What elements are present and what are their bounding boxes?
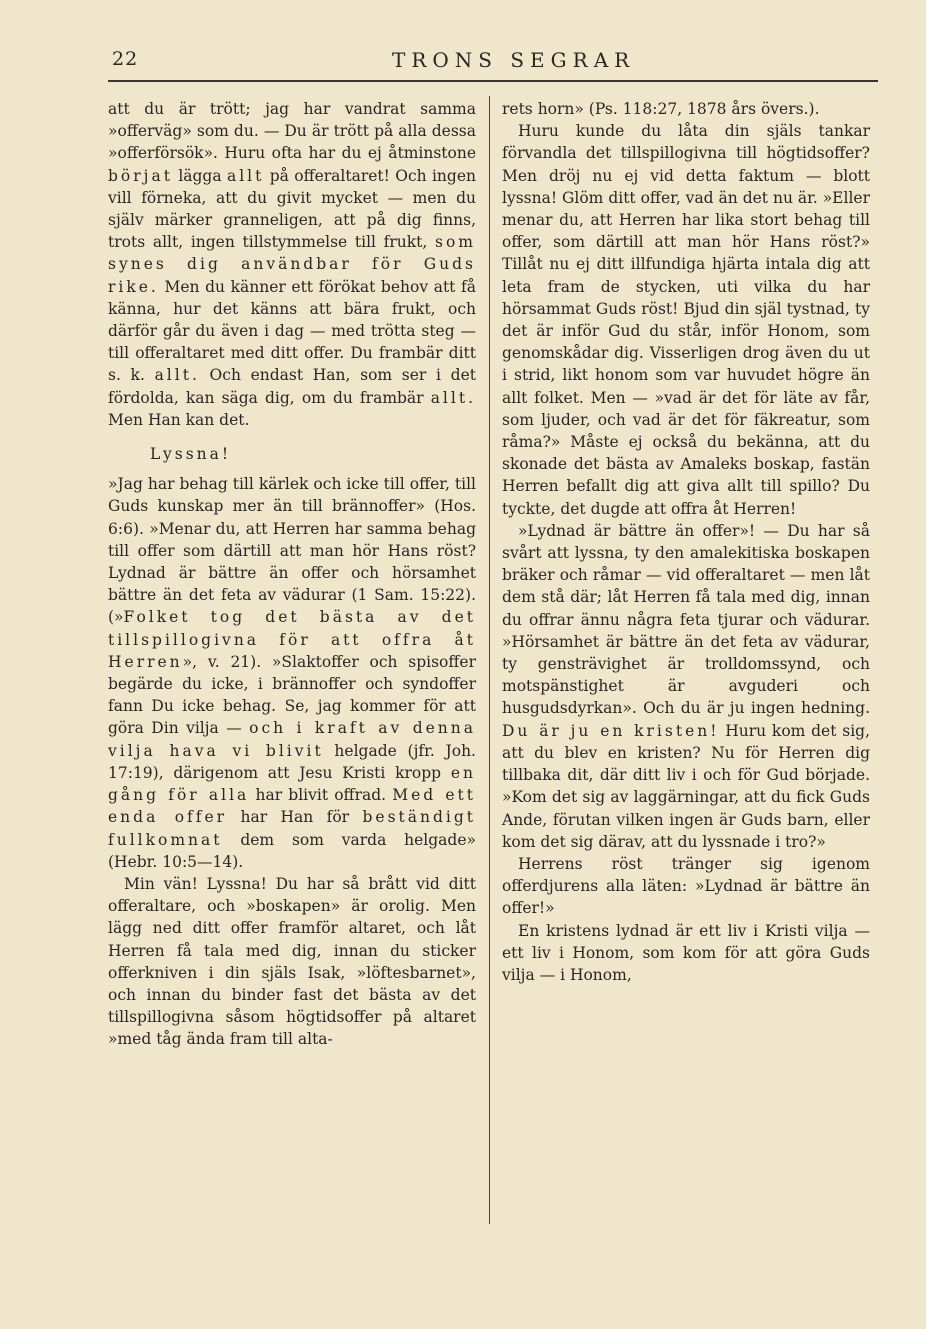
paragraph: rets horn» (Ps. 118:27, 1878 års övers.). — [502, 100, 820, 118]
left-column — [108, 98, 476, 1051]
column-divider — [489, 96, 490, 1224]
paragraph: »Jag har behag till kärlek och icke till offer, till Guds kunskap mer än till brännoffer» (Hos. 6:6). »Menar du, att Herren har samma behag till offer som därtill att man hör Hans röst? Lydnad är bättre än offer och hörsamhet bättre än det feta av vädurar (1 Sam. 15:22). (»Folket tog det bästa av det tillspillogivna för att offra åt Herren», v. 21). »Slaktoffer och spisoffer begärde du icke, i brännoffer och syndoffer fann Du icke behag. Se, jag kommer för att göra Din vilja — och i kraft av denna vilja hava vi blivit helgade (jfr. Joh. 17:19), därigenom att Jesu Kristi kropp en gång för alla har blivit offrad. Med ett enda offer har Han för beständigt fullkomnat dem som varda helgade» (Hebr. 10:5—14). — [108, 475, 477, 871]
header-rule — [108, 80, 878, 82]
paragraph: »Lydnad är bättre än offer»! — Du har så svårt att lyssna, ty den amalekitiska boskapen bräker och råmar — vid offeraltaret — men låt dem stå där; låt Herren få tala med dig, innan du offrar ännu några feta tjurar och vädurar. »Hörsamhet är bättre än det feta av vädurar, ty gensträvighet är trolldomssynd, och motspänstighet är avguderi och husgudsdyrkan». Och du är ju ingen hedning. Du är ju en kristen! Huru kom det sig, att du blev en kristen? Nu för Herren dig tillbaka dit, där ditt liv i och för Gud började. »Kom det sig av laggärningar, att du fick Guds Ande, förutan vilken ingen är Guds barn, eller kom det sig därav, att du lyssnade i tro?» — [502, 521, 870, 851]
page-header — [112, 48, 880, 76]
paragraph: att du är trött; jag har vandrat samma »offerväg» som du. — Du är trött på alla dessa »offerförsök». Huru ofta har du ej åtminstone börjat lägga allt på offeraltaret! Och ingen vill förneka, att du givit mycket — men du själv märker granneligen, att på dig finns, trots allt, ingen tillstymmelse till frukt, som synes dig användbar för Guds rike. Men du känner ett förökat behov att få känna, hur det känns att bära frukt, och därför går du även i dag — med trötta steg — till offeraltaret med ditt offer. Du frambär ditt s. k. allt. Och endast Han, som ser i det fördolda, kan säga dig, om du frambär allt. Men Han kan det. — [108, 100, 476, 429]
right-column — [502, 98, 870, 986]
page-number: 22 — [112, 48, 139, 70]
paragraph: Herrens röst tränger sig igenom offerdjurens alla läten: »Lydnad är bättre än offer!» — [502, 854, 870, 918]
paragraph: En kristens lydnad är ett liv i Kristi vilja — ett liv i Honom, som kom för att göra Guds vilja — i Honom, — [502, 921, 870, 984]
section-heading: Lyssna! — [150, 445, 232, 464]
paragraph: Min vän! Lyssna! Du har så brått vid ditt offeraltare, och »boskapen» är orolig. Men lägg ned ditt offer framför altaret, och låt Herren få tala med dig, innan du sticker offerkniven i din själs Isak, »löftesbarnet», och innan du binder fast det bästa av det tillspillogivna såsom högtidsoffer på altaret »med tåg ända fram till alta- — [108, 874, 476, 1049]
paragraph: Huru kunde du låta din själs tankar förvandla det tillspillogivna till högtidsoffer? Men dröj nu ej vid detta faktum — blott lyssna! Glöm ditt offer, vad än det nu är. »Eller menar du, att Herren har lika stort behag till offer, som därtill att man hör Hans röst?» Tillåt nu ej ditt illfundiga hjärta intala dig att leta fram de stycken, uti vilka du har hörsammat Guds röst! Bjud din själ tystnad, ty det är inför Gud du står, inför Honom, som genomskådar dig. Visserligen drog även du ut i strid, likt honom som var huvudet högre än allt folket. Men — »vad är det för läte av får, som ljuder, och vad är det för fäkreatur, som råma?» Måste ej också du bekänna, att du skonade det bästa av Amaleks boskap, fastän Herren befallt dig att giva allt till spillo? Du tyckte, det dugde att offra åt Herren! — [502, 122, 870, 518]
running-title: TRONS SEGRAR — [392, 48, 636, 72]
